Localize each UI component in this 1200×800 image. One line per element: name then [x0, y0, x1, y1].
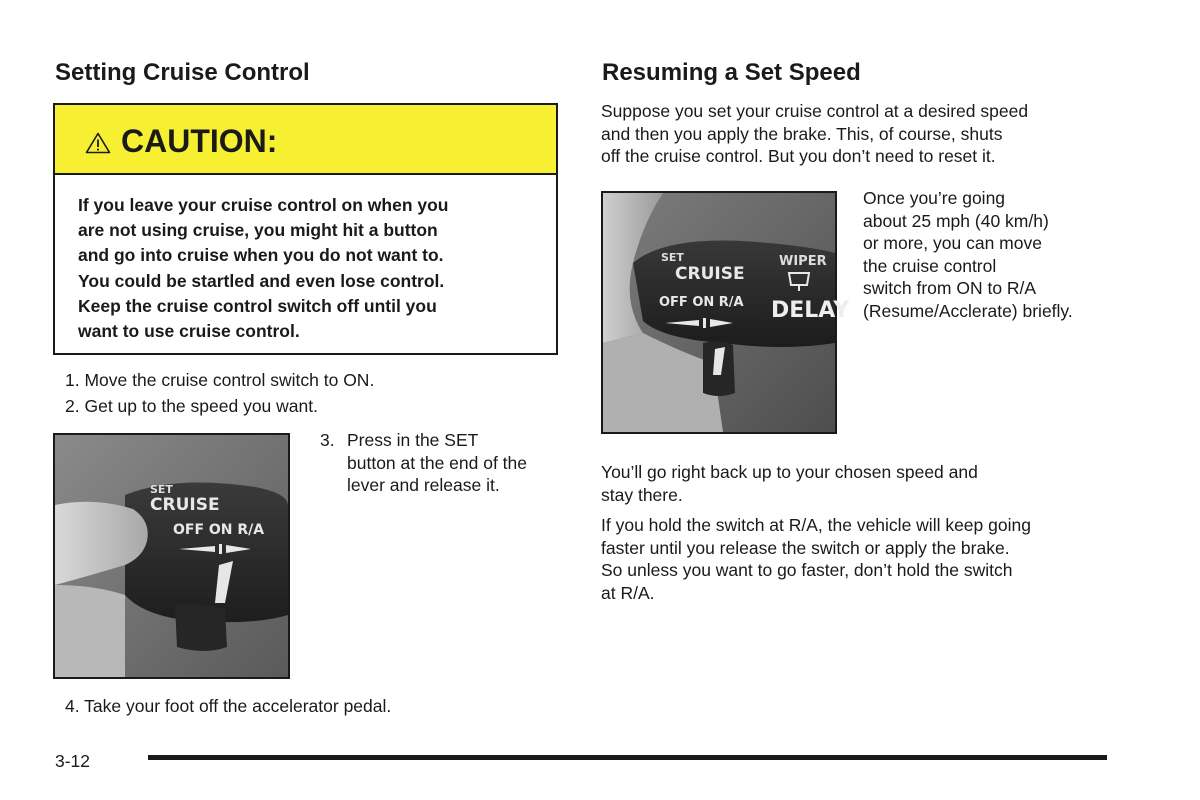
warning-triangle-icon: [85, 132, 111, 154]
section-heading-resuming-a-set-speed: Resuming a Set Speed: [602, 59, 861, 86]
cruise-lever-photo: [53, 433, 290, 679]
text-line: faster until you release the switch or apply the brake.: [601, 537, 1010, 558]
wiper-label: WIPER: [779, 254, 827, 269]
page-number: 3-12: [55, 751, 91, 771]
caution-box: [53, 103, 558, 355]
mode-labels: OFF ON R/A: [173, 522, 265, 538]
step-4: [65, 695, 391, 718]
set-label: SET: [661, 251, 684, 264]
footer-rule: [148, 755, 1107, 760]
caution-text: [78, 193, 548, 344]
caution-line: If you leave your cruise control on when you: [78, 195, 449, 215]
mode-labels: OFF ON R/A: [659, 295, 744, 310]
step-3: [320, 429, 527, 497]
caution-header: [55, 105, 556, 175]
text-line: stay there.: [601, 484, 683, 505]
caution-title: CAUTION:: [121, 123, 278, 159]
step-text: Press in the SET: [347, 430, 479, 450]
paragraph-resume: [601, 461, 978, 506]
resume-lever-illustration: [603, 193, 850, 432]
step-1: [65, 369, 374, 392]
text-line: Once you’re going: [863, 188, 1006, 208]
paragraph-hold-switch: [601, 514, 1031, 604]
cruise-label: CRUISE: [675, 264, 745, 284]
text-line: at R/A.: [601, 582, 655, 603]
intro-paragraph: [601, 100, 1028, 168]
caution-line: are not using cruise, you might hit a button: [78, 220, 438, 241]
text-line: or more, you can move: [863, 233, 1042, 253]
step-text: lever and release it.: [347, 475, 500, 495]
step-number: 4.: [65, 696, 80, 716]
step-text: Take your foot off the accelerator pedal.: [84, 696, 392, 716]
step-number: 1.: [65, 370, 80, 390]
delay-label: DELAY: [771, 298, 850, 323]
text-line: the cruise control: [863, 255, 997, 276]
resume-lever-photo: [601, 191, 850, 434]
cruise-label: CRUISE: [150, 495, 220, 515]
text-line: off the cruise control. But you don’t need to reset it.: [601, 146, 996, 166]
text-line: So unless you want to go faster, don’t hold the switch: [601, 560, 1013, 580]
caution-line: want to use cruise control.: [78, 321, 300, 342]
text-line: You’ll go right back up to your chosen speed and: [601, 462, 978, 482]
side-paragraph: [863, 187, 1073, 322]
step-text: Move the cruise control switch to ON.: [84, 370, 375, 390]
step-2: [65, 395, 318, 418]
step-text: button at the end of the: [347, 452, 528, 473]
caution-line: Keep the cruise control switch off until you: [78, 295, 437, 316]
section-heading-setting-cruise-control: Setting Cruise Control: [55, 59, 310, 86]
step-number: 3.: [320, 430, 335, 450]
step-number: 2.: [65, 396, 80, 416]
cruise-lever-illustration: [55, 435, 288, 677]
text-line: switch from ON to R/A: [863, 278, 1037, 298]
caution-line: You could be startled and even lose control.: [78, 270, 445, 291]
step-text: Get up to the speed you want.: [84, 396, 318, 416]
text-line: about 25 mph (40 km/h): [863, 210, 1049, 231]
text-line: If you hold the switch at R/A, the vehicle will keep going: [601, 515, 1031, 535]
caution-line: and go into cruise when you do not want to.: [78, 245, 444, 266]
text-line: Suppose you set your cruise control at a desired speed: [601, 101, 1029, 121]
text-line: (Resume/Acclerate) briefly.: [863, 300, 1073, 321]
text-line: and then you apply the brake. This, of course, shuts: [601, 123, 1003, 144]
set-label: SET: [150, 483, 173, 496]
